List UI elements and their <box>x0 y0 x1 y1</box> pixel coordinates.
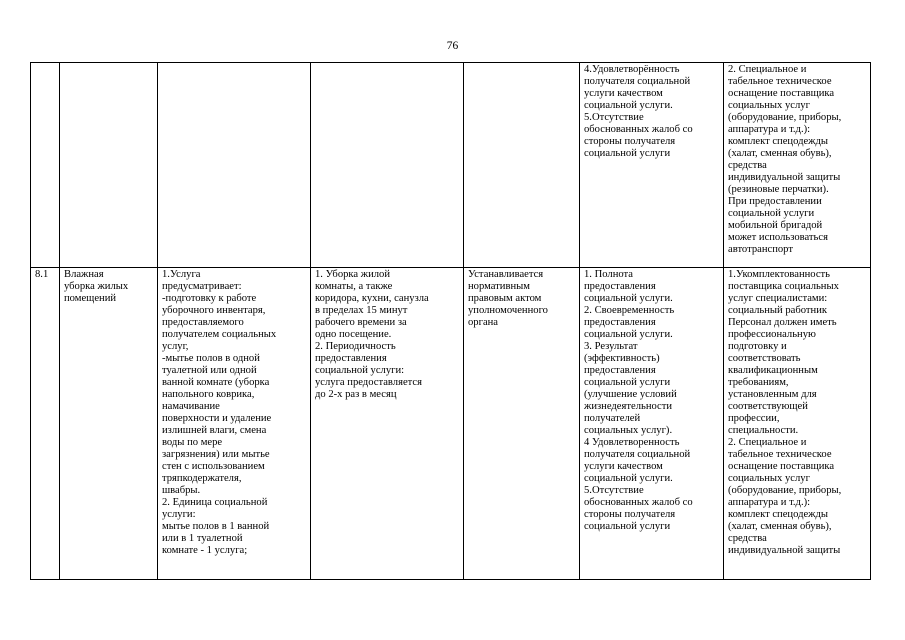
cell-text: 1. Уборка жилой комнаты, а также коридора, кухни, санузла в пределах 15 минут рабочего времени за одно посещение. 2. Периодичность предоставления социальной услуги: услуга предоставляется до 2-х раз в месяц <box>315 269 429 400</box>
cell-quality-indicators <box>580 268 724 580</box>
cell-service-term <box>464 268 580 580</box>
cell-service-content <box>158 268 311 580</box>
cell-service-conditions <box>724 63 871 268</box>
cell-text: Влажная уборка жилых помещений <box>64 269 129 304</box>
cell-text: 4.Удовлетворённость получателя социальной услуги качеством социальной услуги. 5.Отсутствие обоснованных жалоб со стороны получателя социальной услуги <box>584 64 693 159</box>
cell-service-volume <box>311 63 464 268</box>
cell-service-term <box>464 63 580 268</box>
cell-service-conditions <box>724 268 871 580</box>
cell-service-name <box>60 268 158 580</box>
cell-text: 1.Укомплектованность поставщика социальных услуг специалистами: социальный работник Персонал должен иметь профессиональную подготовку и соответствовать квалификационным требованиям, установленным для соответствующей профессии, специальности. 2. Специальное и табельное техническое оснащение поставщика социальных услуг (оборудование, приборы, аппаратура и т.д.): комплект спецодежды (халат, сменная обувь), средства индивидуальной защиты <box>728 269 842 556</box>
cell-service-content <box>158 63 311 268</box>
cell-service-name <box>60 63 158 268</box>
cell-number <box>31 63 60 268</box>
cell-service-volume <box>311 268 464 580</box>
cell-number <box>31 268 60 580</box>
cell-text: 2. Специальное и табельное техническое оснащение поставщика социальных услуг (оборудование, приборы, аппаратура и т.д.): комплект спецодежды (халат, сменная обувь), средства индивидуальной защиты (резиновые перчатки). При предоставлении социальной услуги мобильной бригадой может использоваться автотранспорт <box>728 64 842 255</box>
cell-text: 8.1 <box>35 269 49 280</box>
table-row <box>31 63 871 268</box>
cell-quality-indicators <box>580 63 724 268</box>
cell-text: 1. Полнота предоставления социальной услуги. 2. Своевременность предоставления социальной услуги. 3. Результат (эффективность) предоставления социальной услуги (улучшение условий жизнедеятельности получателей социальных услуг). 4 Удовлетворенность получателя социальной услуги качеством социальной услуги. 5.Отсутствие обоснованных жалоб со стороны получателя социальной услуги <box>584 269 693 532</box>
cell-text: 1.Услуга предусматривает: -подготовку к работе уборочного инвентаря, предоставляемого получателем социальных услуг, -мытье полов в одной туалетной или одной ванной комнате (уборка напольного коврика, намачивание поверхности и удаление излишней влаги, смена воды по мере загрязнения) или мытье стен с использованием тряпкодержателя, швабры. 2. Единица социальной услуги: мытье полов в 1 ванной или в 1 туалетной комнате - 1 услуга; <box>162 269 277 556</box>
page-number: 76 <box>446 40 459 52</box>
services-table <box>30 62 871 580</box>
table-row <box>31 268 871 580</box>
cell-text: Устанавливается нормативным правовым актом уполномоченного органа <box>468 269 548 328</box>
